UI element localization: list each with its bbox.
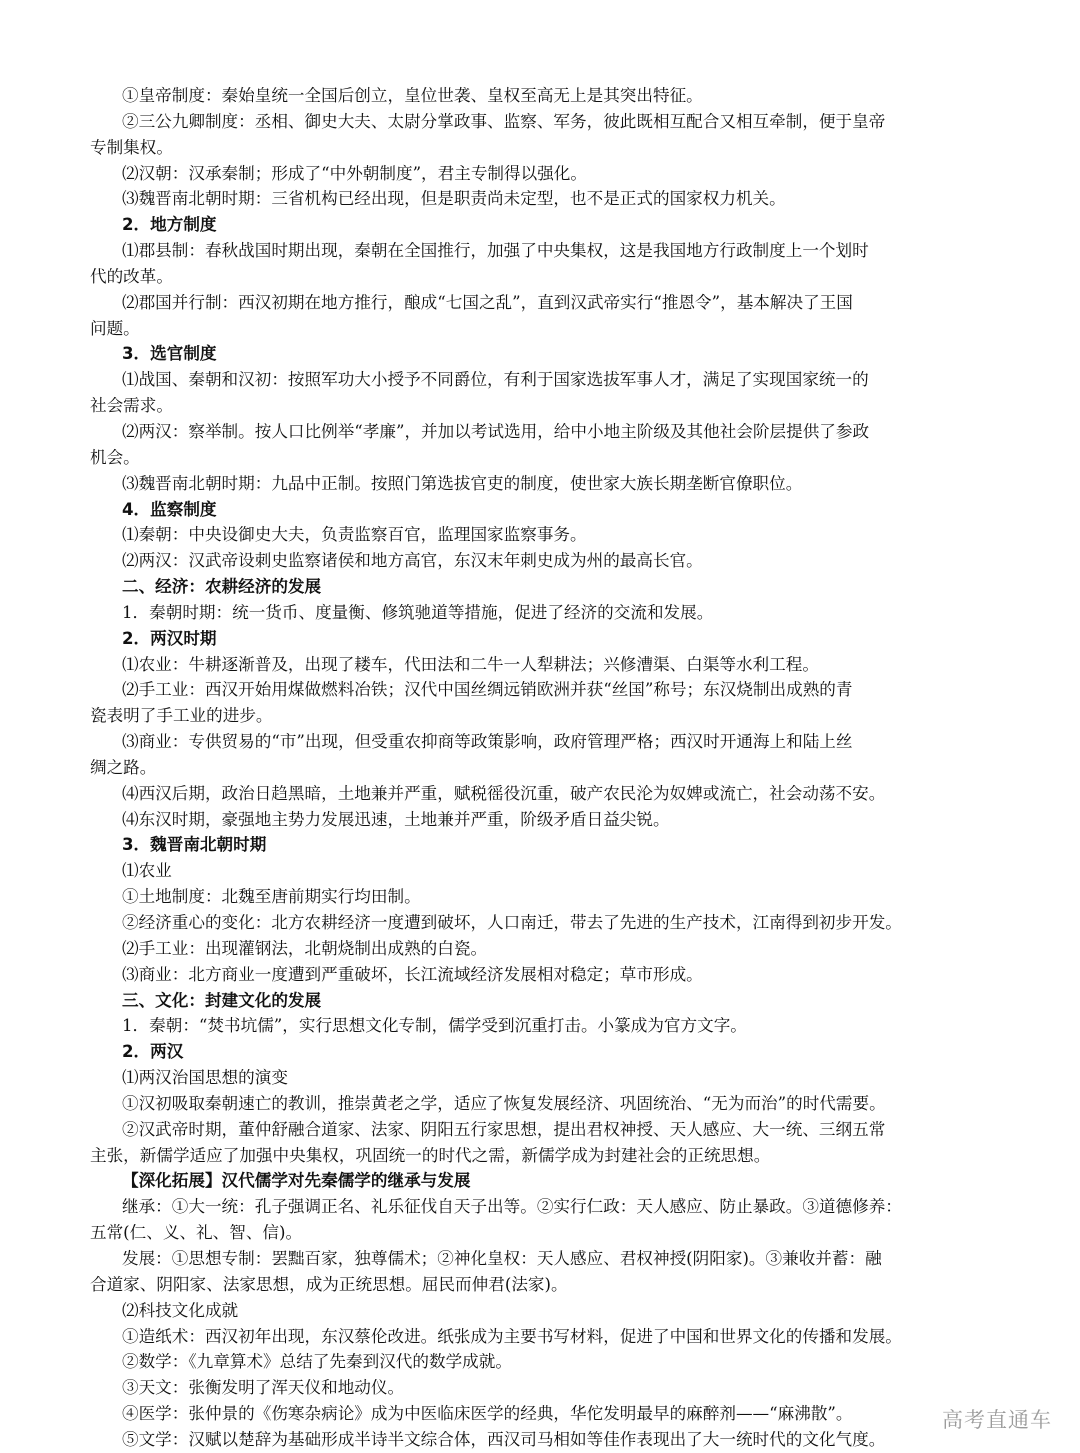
text-line: ⑷西汉后期，政治日趋黑暗，土地兼并严重，赋税徭役沉重，破产农民沦为奴婢或流亡，社会动荡不安。 bbox=[122, 783, 886, 803]
text-line: ⑴农业：牛耕逐渐普及，出现了耧车，代田法和二牛一人犁耕法；兴修漕渠、白渠等水利工程。 bbox=[122, 654, 819, 674]
text-line: ⑴秦朝：中央设御史大夫，负责监察百官，监理国家监察事务。 bbox=[122, 525, 587, 545]
text-line: ②汉武帝时期，董仲舒融合道家、法家、阴阳五行家思想，提出君权神授、天人感应、大一统、三纲五常 bbox=[122, 1119, 886, 1139]
text-line: ⑵手工业：出现灌钢法，北朝烧制出成熟的白瓷。 bbox=[122, 938, 488, 958]
text-line: 专制集权。 bbox=[90, 137, 173, 157]
section-heading: 2．两汉时期 bbox=[122, 628, 217, 648]
text-line: 五常(仁、义、礼、智、信)。 bbox=[90, 1223, 303, 1243]
text-line: 机会。 bbox=[90, 447, 140, 467]
text-line: ②三公九卿制度：丞相、御史大夫、太尉分掌政事、监察、军务，彼此既相互配合又相互牵制，便于皇帝 bbox=[122, 111, 886, 131]
text-line: ⑵科技文化成就 bbox=[122, 1300, 239, 1320]
text-line: ⑵手工业：西汉开始用煤做燃料冶铁；汉代中国丝绸远销欧洲并获“丝国”称号；东汉烧制出成熟的青 bbox=[122, 680, 853, 700]
watermark: 高考直通车 bbox=[942, 1408, 1052, 1432]
text-line: ⑶魏晋南北朝时期：三省机构已经出现，但是职责尚未定型，也不是正式的国家权力机关。 bbox=[122, 189, 786, 209]
text-line: ⑴两汉治国思想的演变 bbox=[122, 1068, 288, 1088]
text-line: 社会需求。 bbox=[90, 396, 173, 416]
text-line: 1．秦朝时期：统一货币、度量衡、修筑驰道等措施，促进了经济的交流和发展。 bbox=[122, 602, 714, 622]
section-heading: 3．魏晋南北朝时期 bbox=[122, 835, 267, 855]
text-line: ⑵两汉：察举制。按人口比例举“孝廉”，并加以考试选用，给中小地主阶级及其他社会阶层提供了参政 bbox=[122, 421, 870, 441]
text-line: ⑴战国、秦朝和汉初：按照军功大小授予不同爵位，有利于国家选拔军事人才，满足了实现国家统一的 bbox=[122, 370, 869, 390]
text-line: ①汉初吸取秦朝速亡的教训，推崇黄老之学，适应了恢复发展经济、巩固统治、“无为而治”的时代需要。 bbox=[122, 1093, 886, 1113]
text-line: 问题。 bbox=[90, 318, 140, 338]
section-heading: 三、文化：封建文化的发展 bbox=[122, 990, 322, 1010]
section-heading: 3．选官制度 bbox=[122, 344, 217, 364]
section-heading: 2．地方制度 bbox=[122, 215, 217, 235]
text-line: ③天文：张衡发明了浑天仪和地动仪。 bbox=[122, 1378, 405, 1398]
text-line: ①土地制度：北魏至唐前期实行均田制。 bbox=[122, 887, 421, 907]
text-line: 瓷表明了手工业的进步。 bbox=[90, 706, 273, 726]
text-line: ②数学：《九章算术》总结了先秦到汉代的数学成就。 bbox=[122, 1352, 512, 1372]
text-line: ⑵两汉：汉武帝设刺史监察诸侯和地方高官，东汉末年刺史成为州的最高长官。 bbox=[122, 551, 703, 571]
text-line: ⑶魏晋南北朝时期：九品中正制。按照门第选拔官吏的制度，使世家大族长期垄断官僚职位。 bbox=[122, 473, 803, 493]
text-line: ⑶商业：专供贸易的“市”出现，但受重农抑商等政策影响，政府管理严格；西汉时开通海上和陆上丝 bbox=[122, 732, 853, 752]
text-line: 合道家、阴阳家、法家思想，成为正统思想。屈民而伸君(法家)。 bbox=[90, 1274, 568, 1294]
text-line: 发展：①思想专制：罢黜百家，独尊儒术；②神化皇权：天人感应、君权神授(阴阳家)。③兼收并蓄：融 bbox=[122, 1248, 882, 1268]
text-line: 绸之路。 bbox=[90, 757, 157, 777]
text-line: 继承：①大一统：孔子强调正名、礼乐征伐自天子出等。②实行仁政：天人感应、防止暴政。③道德修养： bbox=[122, 1197, 902, 1217]
text-line: ⑵郡国并行制：西汉初期在地方推行，酿成“七国之乱”，直到汉武帝实行“推恩令”，基本解决了王国 bbox=[122, 292, 853, 312]
text-line: ④医学：张仲景的《伤寒杂病论》成为中医临床医学的经典，华佗发明最早的麻醉剂——“麻沸散”。 bbox=[122, 1404, 853, 1424]
text-line: ⑴郡县制：春秋战国时期出现，秦朝在全国推行，加强了中央集权，这是我国地方行政制度上一个划时 bbox=[122, 241, 869, 261]
text-line: ⑵汉朝：汉承秦制；形成了“中外朝制度”，君主专制得以强化。 bbox=[122, 163, 587, 183]
text-line: 主张，新儒学适应了加强中央集权，巩固统一的时代之需，新儒学成为封建社会的正统思想。 bbox=[90, 1145, 771, 1165]
text-line: 代的改革。 bbox=[90, 266, 173, 286]
text-line: ①造纸术：西汉初年出现，东汉蔡伦改进。纸张成为主要书写材料，促进了中国和世界文化的传播和发展。 bbox=[122, 1326, 902, 1346]
section-heading: 二、经济：农耕经济的发展 bbox=[122, 577, 322, 597]
text-line: ⑴农业 bbox=[122, 861, 172, 881]
section-heading: 【深化拓展】汉代儒学对先秦儒学的继承与发展 bbox=[122, 1171, 471, 1191]
text-line: ⑤文学：汉赋以楚辞为基础形成半诗半文综合体，西汉司马相如等佳作表现出了大一统时代的文化气度。 bbox=[122, 1429, 886, 1449]
text-line: 1．秦朝：“焚书坑儒”，实行思想文化专制，儒学受到沉重打击。小篆成为官方文字。 bbox=[122, 1016, 747, 1036]
text-line: ⑷东汉时期，豪强地主势力发展迅速，土地兼并严重，阶级矛盾日益尖锐。 bbox=[122, 809, 670, 829]
text-line: ⑶商业：北方商业一度遭到严重破坏，长江流域经济发展相对稳定；草市形成。 bbox=[122, 964, 703, 984]
section-heading: 4．监察制度 bbox=[122, 499, 217, 519]
text-line: ①皇帝制度：秦始皇统一全国后创立，皇位世袭、皇权至高无上是其突出特征。 bbox=[122, 86, 703, 105]
section-heading: 2．两汉 bbox=[122, 1042, 184, 1062]
document-body bbox=[90, 83, 1000, 1453]
text-line: ②经济重心的变化：北方农耕经济一度遭到破坏，人口南迁，带去了先进的生产技术，江南得到初步开发。 bbox=[122, 913, 902, 932]
